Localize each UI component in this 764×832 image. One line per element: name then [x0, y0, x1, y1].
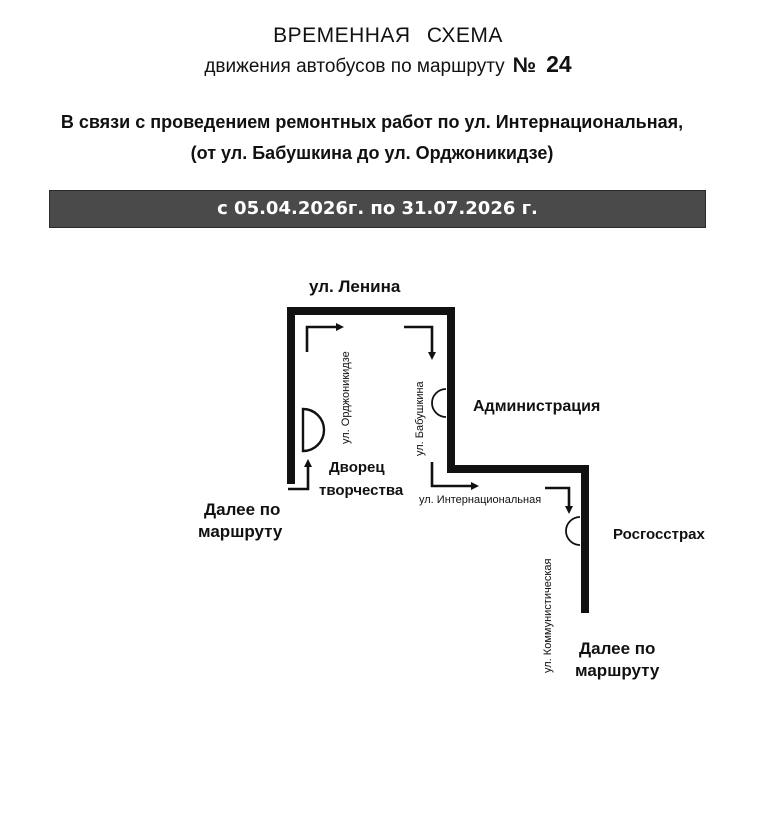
street-internatsionalnaya-label: ул. Интернациональная: [419, 494, 542, 506]
stop-administration-label: Администрация: [473, 398, 601, 415]
stop-administration-icon: [432, 389, 446, 417]
stop-rosgosstrakh-icon: [566, 517, 580, 545]
arrow-down-kommunisticheskaya: [545, 488, 569, 510]
arrow-down-babushkina: [404, 327, 432, 356]
number-sign: №: [512, 54, 537, 77]
continue-right-label-1: Далее по: [579, 639, 656, 658]
stop-palace-icon: [303, 409, 324, 451]
street-lenina-label: ул. Ленина: [309, 277, 401, 296]
continue-left-label-2: маршруту: [198, 522, 283, 541]
period-text: с 05.04.2026г. по 31.07.2026 г.: [217, 198, 538, 219]
notice-line-2: (от ул. Бабушкина до ул. Орджоникидзе): [190, 143, 554, 163]
arrow-right-top: [307, 327, 340, 352]
route-number: 24: [546, 51, 572, 77]
subtitle-text: движения автобусов по маршруту: [204, 56, 505, 77]
stop-rosgosstrakh-label: Росгосстрах: [613, 526, 705, 543]
street-ordzhonikidze-label: ул. Орджоникидзе: [340, 351, 352, 444]
street-babushkina-label: ул. Бабушкина: [414, 381, 426, 456]
continue-left-label-1: Далее по: [204, 500, 281, 519]
notice-line-1: В связи с проведением ремонтных работ по ул. Интернациональная,: [60, 112, 684, 132]
continue-right-label-2: маршруту: [575, 661, 660, 680]
street-kommunisticheskaya-label: ул. Коммунистическая: [542, 558, 554, 673]
stop-palace-label-1: Дворец: [329, 459, 385, 476]
stop-palace-label-2: творчества: [319, 482, 404, 499]
schema-title: ВРЕМЕННАЯ СХЕМА: [273, 24, 503, 47]
